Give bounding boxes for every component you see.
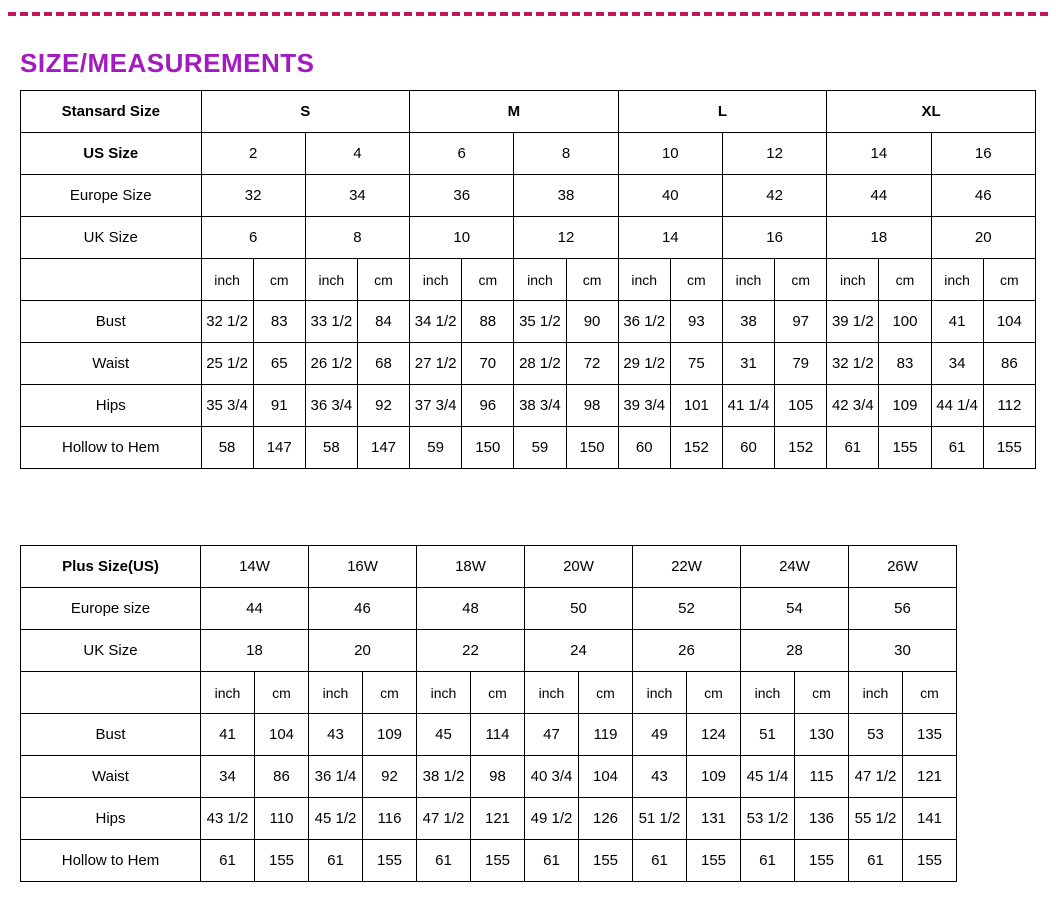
unit-label: cm bbox=[687, 672, 741, 714]
measurement-value: 92 bbox=[357, 385, 409, 427]
measurement-value: 155 bbox=[471, 840, 525, 882]
measurement-value: 83 bbox=[879, 343, 931, 385]
measurement-value: 45 1/4 bbox=[741, 756, 795, 798]
measurement-value: 43 1/2 bbox=[201, 798, 255, 840]
row-header-label: Stansard Size bbox=[21, 91, 202, 133]
measurement-value: 33 1/2 bbox=[305, 301, 357, 343]
measurement-value: 116 bbox=[363, 798, 417, 840]
row-header-label: Hollow to Hem bbox=[21, 427, 202, 469]
size-value: 50 bbox=[525, 588, 633, 630]
measurement-value: 104 bbox=[983, 301, 1035, 343]
measurement-value: 126 bbox=[579, 798, 633, 840]
measurement-value: 49 1/2 bbox=[525, 798, 579, 840]
unit-label: inch bbox=[525, 672, 579, 714]
unit-label: cm bbox=[253, 259, 305, 301]
dashed-divider bbox=[8, 12, 1048, 16]
size-value: 24 bbox=[525, 630, 633, 672]
size-value: 18 bbox=[827, 217, 931, 259]
size-value: 8 bbox=[305, 217, 409, 259]
unit-label: inch bbox=[741, 672, 795, 714]
unit-label: inch bbox=[633, 672, 687, 714]
unit-label: inch bbox=[417, 672, 471, 714]
measurement-value: 41 bbox=[201, 714, 255, 756]
size-group-header: S bbox=[201, 91, 410, 133]
table-row bbox=[21, 798, 957, 840]
measurement-value: 110 bbox=[255, 798, 309, 840]
size-value: 14 bbox=[618, 217, 722, 259]
table-row bbox=[21, 217, 1036, 259]
row-header-label: Europe Size bbox=[21, 175, 202, 217]
measurement-value: 130 bbox=[795, 714, 849, 756]
measurement-value: 38 1/2 bbox=[417, 756, 471, 798]
size-value: 26 bbox=[633, 630, 741, 672]
unit-label: inch bbox=[201, 672, 255, 714]
measurement-value: 45 bbox=[417, 714, 471, 756]
row-header-label: Waist bbox=[21, 756, 201, 798]
table-row bbox=[21, 427, 1036, 469]
table-row bbox=[21, 714, 957, 756]
measurement-value: 31 bbox=[722, 343, 774, 385]
measurement-value: 70 bbox=[462, 343, 514, 385]
row-header-label: Bust bbox=[21, 714, 201, 756]
measurement-value: 60 bbox=[722, 427, 774, 469]
measurement-value: 109 bbox=[363, 714, 417, 756]
measurement-value: 39 3/4 bbox=[618, 385, 670, 427]
measurement-value: 135 bbox=[903, 714, 957, 756]
page-title: SIZE/MEASUREMENTS bbox=[20, 48, 315, 78]
table-row bbox=[21, 546, 957, 588]
size-group-header: M bbox=[410, 91, 619, 133]
size-value: 54 bbox=[741, 588, 849, 630]
table-row bbox=[21, 301, 1036, 343]
measurement-value: 96 bbox=[462, 385, 514, 427]
table-row bbox=[21, 385, 1036, 427]
measurement-value: 43 bbox=[309, 714, 363, 756]
size-group-header: XL bbox=[827, 91, 1036, 133]
size-value: 28 bbox=[741, 630, 849, 672]
measurement-value: 86 bbox=[255, 756, 309, 798]
table-row bbox=[21, 756, 957, 798]
size-group-header: 20W bbox=[525, 546, 633, 588]
row-header-label: Hollow to Hem bbox=[21, 840, 201, 882]
measurement-value: 104 bbox=[255, 714, 309, 756]
row-header-label: Europe size bbox=[21, 588, 201, 630]
measurement-value: 61 bbox=[827, 427, 879, 469]
measurement-value: 88 bbox=[462, 301, 514, 343]
table-row bbox=[21, 133, 1036, 175]
measurement-value: 98 bbox=[471, 756, 525, 798]
measurement-value: 61 bbox=[849, 840, 903, 882]
measurement-value: 35 3/4 bbox=[201, 385, 253, 427]
measurement-value: 38 3/4 bbox=[514, 385, 566, 427]
unit-label: cm bbox=[775, 259, 827, 301]
measurement-value: 150 bbox=[462, 427, 514, 469]
measurement-value: 72 bbox=[566, 343, 618, 385]
unit-label: cm bbox=[255, 672, 309, 714]
measurement-value: 34 1/2 bbox=[410, 301, 462, 343]
measurement-value: 51 bbox=[741, 714, 795, 756]
measurement-value: 150 bbox=[566, 427, 618, 469]
size-value: 14 bbox=[827, 133, 931, 175]
unit-label: inch bbox=[931, 259, 983, 301]
measurement-value: 75 bbox=[670, 343, 722, 385]
size-value: 4 bbox=[305, 133, 409, 175]
row-header-label: US Size bbox=[21, 133, 202, 175]
measurement-value: 83 bbox=[253, 301, 305, 343]
unit-label: cm bbox=[879, 259, 931, 301]
size-value: 46 bbox=[309, 588, 417, 630]
unit-label: cm bbox=[471, 672, 525, 714]
size-group-header: L bbox=[618, 91, 827, 133]
measurement-value: 101 bbox=[670, 385, 722, 427]
measurement-value: 38 bbox=[722, 301, 774, 343]
measurement-value: 47 1/2 bbox=[849, 756, 903, 798]
unit-label: inch bbox=[722, 259, 774, 301]
unit-label: cm bbox=[357, 259, 409, 301]
size-group-header: 16W bbox=[309, 546, 417, 588]
standard-size-table bbox=[20, 90, 1036, 469]
measurement-value: 47 bbox=[525, 714, 579, 756]
measurement-value: 36 1/4 bbox=[309, 756, 363, 798]
measurement-value: 55 1/2 bbox=[849, 798, 903, 840]
unit-label: cm bbox=[903, 672, 957, 714]
size-group-header: 26W bbox=[849, 546, 957, 588]
size-value: 16 bbox=[931, 133, 1035, 175]
measurement-value: 84 bbox=[357, 301, 409, 343]
measurement-value: 58 bbox=[305, 427, 357, 469]
measurement-value: 28 1/2 bbox=[514, 343, 566, 385]
unit-label: inch bbox=[305, 259, 357, 301]
measurement-value: 147 bbox=[357, 427, 409, 469]
size-value: 36 bbox=[410, 175, 514, 217]
measurement-value: 25 1/2 bbox=[201, 343, 253, 385]
size-value: 20 bbox=[931, 217, 1035, 259]
measurement-value: 86 bbox=[983, 343, 1035, 385]
row-header-label bbox=[21, 259, 202, 301]
measurement-value: 121 bbox=[903, 756, 957, 798]
measurement-value: 61 bbox=[201, 840, 255, 882]
measurement-value: 32 1/2 bbox=[201, 301, 253, 343]
measurement-value: 155 bbox=[795, 840, 849, 882]
measurement-value: 53 bbox=[849, 714, 903, 756]
size-value: 16 bbox=[722, 217, 826, 259]
measurement-value: 51 1/2 bbox=[633, 798, 687, 840]
size-value: 8 bbox=[514, 133, 618, 175]
measurement-value: 26 1/2 bbox=[305, 343, 357, 385]
row-header-label: Waist bbox=[21, 343, 202, 385]
size-value: 20 bbox=[309, 630, 417, 672]
measurement-value: 61 bbox=[633, 840, 687, 882]
unit-label: cm bbox=[566, 259, 618, 301]
size-value: 40 bbox=[618, 175, 722, 217]
measurement-value: 61 bbox=[417, 840, 471, 882]
measurement-value: 104 bbox=[579, 756, 633, 798]
measurement-value: 93 bbox=[670, 301, 722, 343]
row-header-label bbox=[21, 672, 201, 714]
table-row bbox=[21, 343, 1036, 385]
plus-size-table bbox=[20, 545, 957, 882]
measurement-value: 109 bbox=[687, 756, 741, 798]
size-value: 52 bbox=[633, 588, 741, 630]
measurement-value: 114 bbox=[471, 714, 525, 756]
measurement-value: 119 bbox=[579, 714, 633, 756]
size-value: 38 bbox=[514, 175, 618, 217]
measurement-value: 58 bbox=[201, 427, 253, 469]
row-header-label: Hips bbox=[21, 798, 201, 840]
table-row bbox=[21, 175, 1036, 217]
measurement-value: 155 bbox=[687, 840, 741, 882]
table-row bbox=[21, 840, 957, 882]
measurement-value: 136 bbox=[795, 798, 849, 840]
size-value: 18 bbox=[201, 630, 309, 672]
unit-label: inch bbox=[201, 259, 253, 301]
measurement-value: 68 bbox=[357, 343, 409, 385]
measurement-value: 100 bbox=[879, 301, 931, 343]
measurement-value: 37 3/4 bbox=[410, 385, 462, 427]
measurement-value: 32 1/2 bbox=[827, 343, 879, 385]
unit-label: inch bbox=[309, 672, 363, 714]
measurement-value: 45 1/2 bbox=[309, 798, 363, 840]
size-value: 2 bbox=[201, 133, 305, 175]
measurement-value: 155 bbox=[255, 840, 309, 882]
unit-label: cm bbox=[795, 672, 849, 714]
measurement-value: 29 1/2 bbox=[618, 343, 670, 385]
measurement-value: 79 bbox=[775, 343, 827, 385]
measurement-value: 40 3/4 bbox=[525, 756, 579, 798]
measurement-value: 105 bbox=[775, 385, 827, 427]
measurement-value: 61 bbox=[741, 840, 795, 882]
measurement-value: 152 bbox=[670, 427, 722, 469]
measurement-value: 41 bbox=[931, 301, 983, 343]
measurement-value: 61 bbox=[931, 427, 983, 469]
measurement-value: 155 bbox=[903, 840, 957, 882]
measurement-value: 44 1/4 bbox=[931, 385, 983, 427]
unit-label: cm bbox=[579, 672, 633, 714]
measurement-value: 27 1/2 bbox=[410, 343, 462, 385]
size-value: 30 bbox=[849, 630, 957, 672]
measurement-value: 47 1/2 bbox=[417, 798, 471, 840]
row-header-label: Plus Size(US) bbox=[21, 546, 201, 588]
measurement-value: 35 1/2 bbox=[514, 301, 566, 343]
measurement-value: 36 3/4 bbox=[305, 385, 357, 427]
measurement-value: 112 bbox=[983, 385, 1035, 427]
measurement-value: 124 bbox=[687, 714, 741, 756]
measurement-value: 141 bbox=[903, 798, 957, 840]
measurement-value: 147 bbox=[253, 427, 305, 469]
size-value: 10 bbox=[410, 217, 514, 259]
row-header-label: UK Size bbox=[21, 217, 202, 259]
size-value: 48 bbox=[417, 588, 525, 630]
size-value: 12 bbox=[514, 217, 618, 259]
unit-label: inch bbox=[849, 672, 903, 714]
unit-label: inch bbox=[514, 259, 566, 301]
measurement-value: 59 bbox=[514, 427, 566, 469]
row-header-label: UK Size bbox=[21, 630, 201, 672]
size-value: 22 bbox=[417, 630, 525, 672]
unit-label: inch bbox=[618, 259, 670, 301]
table-row bbox=[21, 672, 957, 714]
size-group-header: 14W bbox=[201, 546, 309, 588]
measurement-value: 41 1/4 bbox=[722, 385, 774, 427]
size-value: 56 bbox=[849, 588, 957, 630]
measurement-value: 34 bbox=[931, 343, 983, 385]
size-value: 44 bbox=[201, 588, 309, 630]
unit-label: inch bbox=[827, 259, 879, 301]
table-row bbox=[21, 588, 957, 630]
measurement-value: 109 bbox=[879, 385, 931, 427]
size-value: 12 bbox=[722, 133, 826, 175]
measurement-value: 155 bbox=[579, 840, 633, 882]
size-group-header: 18W bbox=[417, 546, 525, 588]
unit-label: inch bbox=[410, 259, 462, 301]
measurement-value: 91 bbox=[253, 385, 305, 427]
measurement-value: 98 bbox=[566, 385, 618, 427]
unit-label: cm bbox=[363, 672, 417, 714]
measurement-value: 155 bbox=[879, 427, 931, 469]
measurement-value: 42 3/4 bbox=[827, 385, 879, 427]
size-value: 6 bbox=[410, 133, 514, 175]
measurement-value: 49 bbox=[633, 714, 687, 756]
measurement-value: 59 bbox=[410, 427, 462, 469]
measurement-value: 92 bbox=[363, 756, 417, 798]
measurement-value: 61 bbox=[525, 840, 579, 882]
row-header-label: Bust bbox=[21, 301, 202, 343]
size-group-header: 24W bbox=[741, 546, 849, 588]
measurement-value: 115 bbox=[795, 756, 849, 798]
table-row bbox=[21, 630, 957, 672]
measurement-value: 60 bbox=[618, 427, 670, 469]
measurement-value: 65 bbox=[253, 343, 305, 385]
size-value: 46 bbox=[931, 175, 1035, 217]
unit-label: cm bbox=[983, 259, 1035, 301]
measurement-value: 39 1/2 bbox=[827, 301, 879, 343]
measurement-value: 152 bbox=[775, 427, 827, 469]
measurement-value: 90 bbox=[566, 301, 618, 343]
measurement-value: 43 bbox=[633, 756, 687, 798]
table-row bbox=[21, 91, 1036, 133]
measurement-value: 36 1/2 bbox=[618, 301, 670, 343]
size-group-header: 22W bbox=[633, 546, 741, 588]
measurement-value: 155 bbox=[363, 840, 417, 882]
row-header-label: Hips bbox=[21, 385, 202, 427]
unit-label: cm bbox=[462, 259, 514, 301]
size-value: 44 bbox=[827, 175, 931, 217]
measurement-value: 53 1/2 bbox=[741, 798, 795, 840]
measurement-value: 97 bbox=[775, 301, 827, 343]
table-row bbox=[21, 259, 1036, 301]
size-value: 6 bbox=[201, 217, 305, 259]
unit-label: cm bbox=[670, 259, 722, 301]
size-value: 34 bbox=[305, 175, 409, 217]
measurement-value: 131 bbox=[687, 798, 741, 840]
size-value: 32 bbox=[201, 175, 305, 217]
size-value: 10 bbox=[618, 133, 722, 175]
measurement-value: 61 bbox=[309, 840, 363, 882]
measurement-value: 121 bbox=[471, 798, 525, 840]
measurement-value: 34 bbox=[201, 756, 255, 798]
size-value: 42 bbox=[722, 175, 826, 217]
measurement-value: 155 bbox=[983, 427, 1035, 469]
